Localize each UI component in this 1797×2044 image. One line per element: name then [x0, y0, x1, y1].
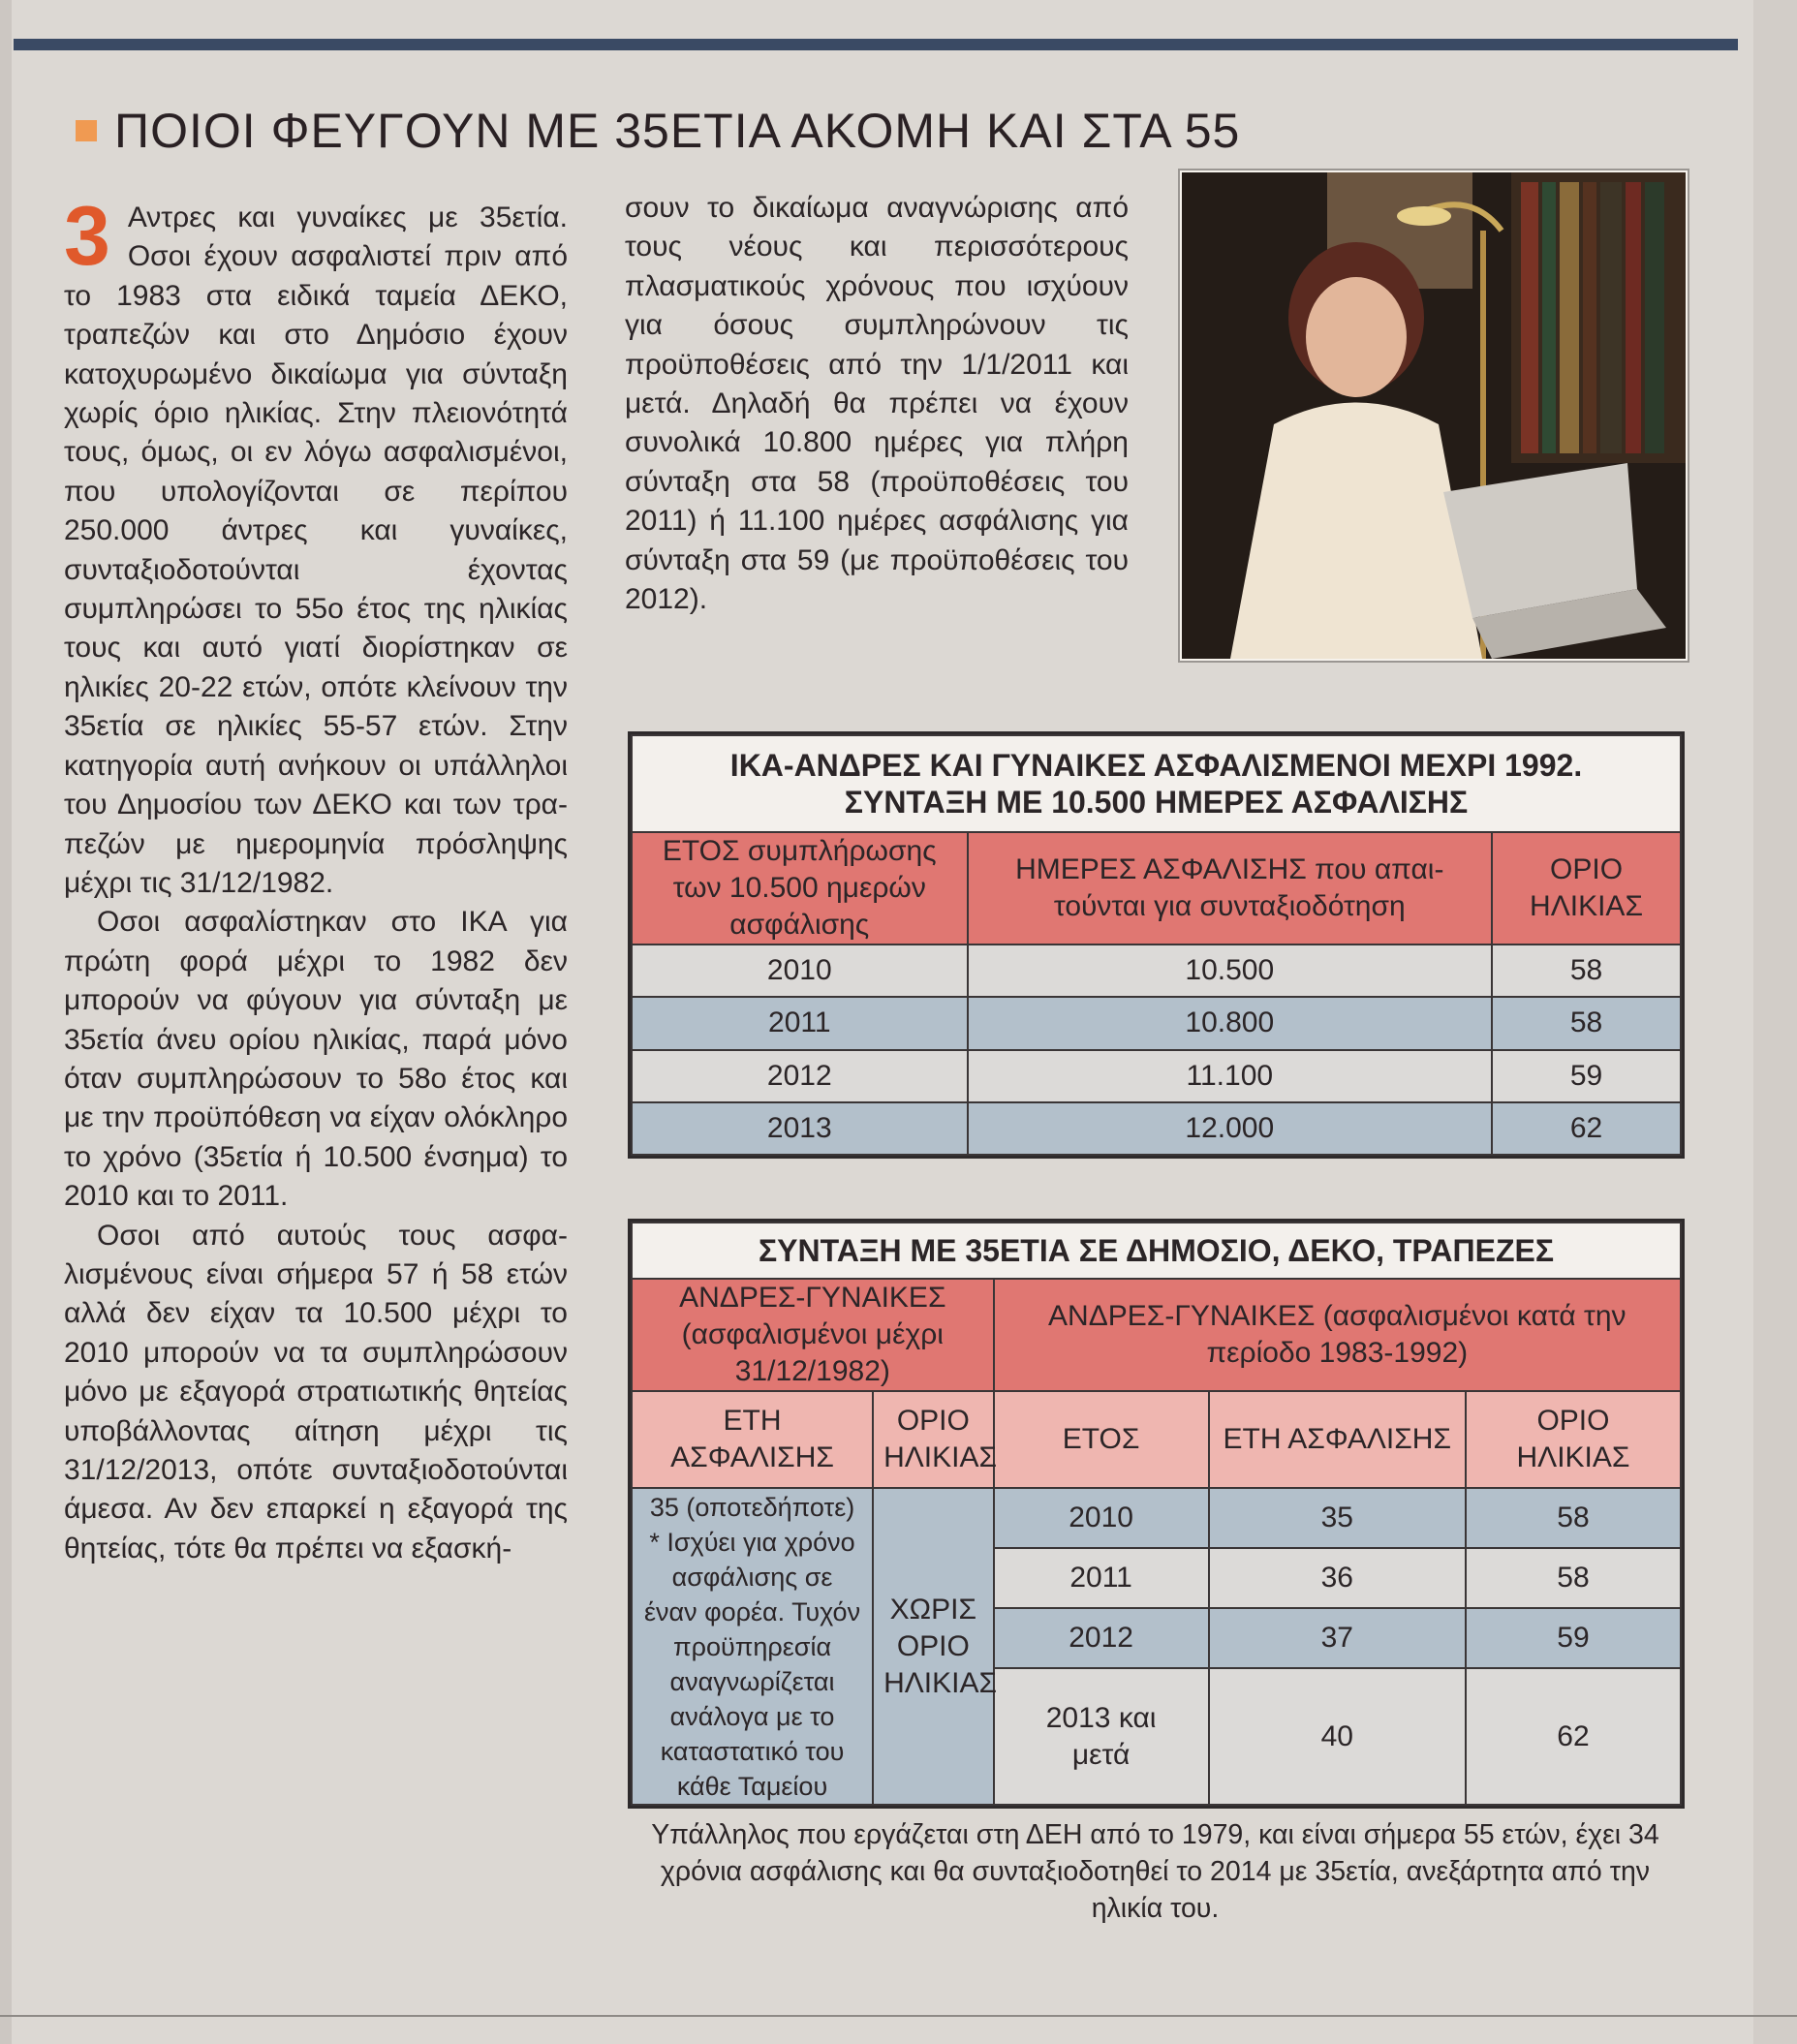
- paragraph-4: σουν το δικαίωμα αναγνώρισης από τους νέους και περισσότερους πλασματικούς χρόνους που ισχύουν για όσους συμπληρώνουν τις προϋποθέσεις από την 1/1/2011 και μετά. Δηλαδή θα πρέπει να έχουν συνολικά 10.800 ημέρες για πλήρη σύνταξη στα 58 (προϋποθέσεις του 2011) ή 11.100 ημέρες ασφάλισης για σύνταξη στα 59 (με προϋποθέσεις του 2012).: [625, 192, 1129, 616]
- paragraph-2: Οσοι ασφαλίστηκαν στο ΙΚΑ για πρώτη φορά μέχρι το 1982 δεν μπορούν να φύγουν για σύνταξη με 35ετία άνευ ορίου ηλικίας, παρά μόνο όταν συμπληρώσουν το 58ο έτος και με την προϋπόθεση να είχαν ολόκληρο το χρόνο (35ετία ή 10.500 ένσημα) το 2010 και το 2011.: [64, 906, 568, 1213]
- table-ika-grid: [631, 734, 1682, 1156]
- dropcap: 3: [64, 190, 110, 283]
- table2-cell-age: 62: [1466, 1668, 1681, 1805]
- table1-title: [632, 735, 1681, 832]
- table1-header-year: ΕΤΟΣ συμπλήρωσης των 10.500 ημερών ασφάλισης: [632, 832, 968, 945]
- orange-square-bullet: [76, 120, 97, 141]
- table2-header-year: ΕΤΟΣ: [994, 1391, 1209, 1488]
- table2-group-right: ΑΝΔΡΕΣ-ΓΥΝΑΙΚΕΣ (ασφαλισμένοι κατά την περίοδο 1983-1992): [994, 1279, 1681, 1391]
- table2-left-age-note: ΧΩΡΙΣ ΟΡΙΟ ΗΛΙΚΙΑΣ: [873, 1488, 994, 1805]
- table2-cell-years: 40: [1209, 1668, 1466, 1805]
- table1-cell-days: 10.500: [968, 945, 1493, 997]
- table1-cell-age: 59: [1492, 1050, 1681, 1102]
- table2-cell-years: 37: [1209, 1608, 1466, 1668]
- page-edge-left: [0, 0, 12, 2044]
- table-35-years: [628, 1219, 1685, 1809]
- table1-cell-year: 2011: [632, 997, 968, 1049]
- table1-cell-age: 58: [1492, 997, 1681, 1049]
- table2-cell-year: 2012: [994, 1608, 1209, 1668]
- table2-cell-year: 2013 και μετά: [994, 1668, 1209, 1805]
- page-edge-right: [1753, 0, 1797, 2044]
- table1-header-age: ΟΡΙΟ ΗΛΙΚΙΑΣ: [1492, 832, 1681, 945]
- table1-title-line2: ΣΥΝΤΑΞΗ ΜΕ 10.500 ΗΜΕΡΕΣ ΑΣΦΑΛΙΣΗΣ: [844, 785, 1469, 820]
- table-row: [632, 1488, 1681, 1548]
- table-row: [632, 945, 1681, 997]
- table1-cell-age: 62: [1492, 1102, 1681, 1155]
- table2-title: ΣΥΝΤΑΞΗ ΜΕ 35ΕΤΙΑ ΣΕ ΔΗΜΟΣΙΟ, ΔΕΚΟ, ΤΡΑΠΕΖΕΣ: [632, 1223, 1681, 1279]
- article-column-2: [625, 189, 1129, 673]
- table2-cell-age: 59: [1466, 1608, 1681, 1668]
- table1-cell-age: 58: [1492, 945, 1681, 997]
- table2-header-years-insurance-2: ΕΤΗ ΑΣΦΑΛΙΣΗΣ: [1209, 1391, 1466, 1488]
- table2-cell-years: 35: [1209, 1488, 1466, 1548]
- table2-cell-year: 2011: [994, 1548, 1209, 1608]
- table-35-years-grid: [631, 1222, 1682, 1806]
- photo-illustration: [1182, 172, 1686, 659]
- table1-cell-year: 2013: [632, 1102, 968, 1155]
- article-column-1: [64, 190, 568, 2000]
- table2-header-age-limit: ΟΡΙΟ ΗΛΙΚΙΑΣ: [873, 1391, 994, 1488]
- table2-header-age-limit-2: ΟΡΙΟ ΗΛΙΚΙΑΣ: [1466, 1391, 1681, 1488]
- table1-cell-days: 11.100: [968, 1050, 1493, 1102]
- bottom-rule: [0, 2015, 1797, 2017]
- table2-group-left: ΑΝΔΡΕΣ-ΓΥΝΑΙΚΕΣ (ασφαλισμένοι μέχρι 31/12/1982): [632, 1279, 994, 1391]
- table1-header-days: ΗΜΕΡΕΣ ΑΣΦΑΛΙΣΗΣ που απαιτούνται για συνταξιοδότηση: [968, 832, 1493, 945]
- woman-with-laptop-photo: [1182, 172, 1686, 659]
- table1-title-line1: ΙΚΑ-ΑΝΔΡΕΣ ΚΑΙ ΓΥΝΑΙΚΕΣ ΑΣΦΑΛΙΣΜΕΝΟΙ ΜΕΧΡΙ 1992.: [729, 748, 1583, 783]
- table-ika-days: [628, 731, 1685, 1159]
- table-row: [632, 997, 1681, 1049]
- table2-header-years-insurance: ΕΤΗ ΑΣΦΑΛΙΣΗΣ: [632, 1391, 873, 1488]
- table2-cell-age: 58: [1466, 1488, 1681, 1548]
- table1-cell-days: 12.000: [968, 1102, 1493, 1155]
- table2-cell-year: 2010: [994, 1488, 1209, 1548]
- table1-cell-days: 10.800: [968, 997, 1493, 1049]
- paragraph-3: Οσοι από αυτούς τους ασφαλισμένους είναι σήμερα 57 ή 58 ετών αλλά δεν είχαν τα 10.500 μέχρι το 2010 μπορούν να τα συμπληρώσουν μόνο με εξαγορά στρατιωτικής θητείας υποβάλλοντας αίτηση μέχρι τις 31/12/2013, οπότε συνταξιοδοτούνται άμεσα. Αν δεν επαρκεί η εξαγορά της θητείας, τότε θα πρέπει να εξασκή-: [64, 1219, 568, 1564]
- table-caption: Υπάλληλος που εργάζεται στη ΔΕΗ από το 1979, και είναι σήμερα 55 ετών, έχει 34 χρόνια ασφάλισης και θα συνταξιοδοτηθεί το 2014 με 35ετία, ανεξάρτητα από την ηλικία του.: [651, 1819, 1659, 1924]
- table-row: [632, 1102, 1681, 1155]
- paragraph-1: [64, 190, 568, 903]
- table2-left-years-note: 35 (οποτεδήποτε) * Ισχύει για χρόνο ασφάλισης σε έναν φορέα. Τυχόν προϋπηρεσία αναγνωρίζεται ανάλογα με το καταστατικό του κάθε Ταμείου: [632, 1488, 873, 1805]
- headline-title: ΠΟΙΟΙ ΦΕΥΓΟΥΝ ΜΕ 35ΕΤΙΑ ΑΚΟΜΗ ΚΑΙ ΣΤΑ 55: [114, 104, 1241, 158]
- table2-cell-years: 36: [1209, 1548, 1466, 1608]
- paragraph-1-text: Αντρες και γυναίκες με 35ετία. Οσοι έχουν ασφαλιστεί πριν από το 1983 στα ειδικά ταμεία ΔΕΚΟ, τραπεζών και στο Δημόσιο έχουν κατοχυρωμένο δικαίωμα για σύνταξη χωρίς όριο ηλικίας. Στην πλειονότητά τους, όμως, οι εν λόγω ασφαλισμένοι, που υπολογίζονται σε περίπου 250.000 άντρες και γυναίκες, συνταξιοδοτούνται έχοντας συμπληρώσει το 55ο έτος της ηλικίας τους και αυτό γιατί διορίστηκαν σε ηλικίες 20-22 ετών, οπότε κλείνουν την 35ετία σε ηλικίες 55-57 ετών. Στην κατηγορία αυτή ανήκουν οι υπάλληλοι του Δημοσίου των ΔΕΚΟ και των τραπεζών με ημερομηνία πρόσληψης μέχρι τις 31/12/1982.: [64, 201, 568, 899]
- table-row: [632, 1050, 1681, 1102]
- headline: [76, 97, 1529, 165]
- table1-cell-year: 2010: [632, 945, 968, 997]
- top-rule: [14, 39, 1738, 50]
- table2-cell-age: 58: [1466, 1548, 1681, 1608]
- table1-cell-year: 2012: [632, 1050, 968, 1102]
